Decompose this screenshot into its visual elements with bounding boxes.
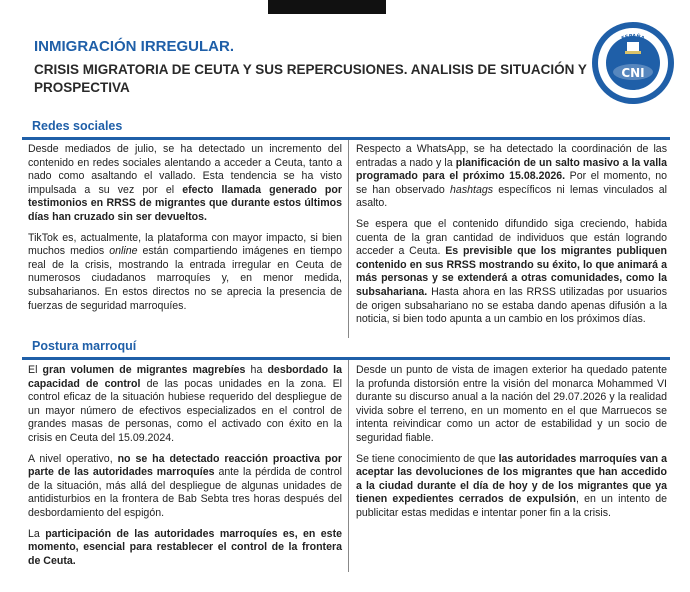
section-header-postura-marroqui (22, 339, 670, 360)
section-title-redes-sociales: Redes sociales (32, 119, 123, 133)
paragraph: A nivel operativo, no se ha detectado reacción proactiva por parte de las autoridades marroquíes ante la pérdida de control de la situación, más allá del despliegue de algunas unidades de antidisturbios en la frontera de Bab Sebta tres horas después del desbordamiento del espigón. (28, 452, 343, 519)
redes-left-column (28, 143, 342, 320)
document-subtitle-line1: CRISIS MIGRATORIA DE CEUTA Y SUS REPERCUSIONES. ANALISIS DE SITUACIÓN Y (34, 62, 587, 77)
cni-seal-logo (590, 20, 676, 106)
redes-right-column (356, 143, 667, 334)
paragraph: Desde un punto de vista de imagen exterior ha quedado patente la profunda distorsión entre la visión del monarca Mohammed VI durante su discurso anual a la nación del 29.07.2026 y la realidad vivida sobre el terreno, en un momento en el que Marruecos se intenta reivindicar como un actor de estabilidad y un socio de seguridad fiable. (356, 364, 667, 444)
paragraph: TikTok es, actualmente, la plataforma con mayor impacto, si bien muchos medios online están compartiendo imágenes en tiempo real de la crisis, mostrando la entrada irregular en Ceuta de numerosos ciudadanos marroquíes y, en menor medida, subsaharianos. En estos directos no se aprecia la presencia de fuerzas de seguridad marroquíes. (28, 231, 342, 312)
paragraph: Respecto a WhatsApp, se ha detectado la coordinación de las entradas a nado y la planificación de un salto masivo a la valla programado para el próximo 15.08.2026. Por el momento, no se han observado hashtags específicos ni lemas vinculados al asalto. (356, 143, 667, 210)
seal-center-text: CNI (621, 66, 645, 80)
paragraph: Se tiene conocimiento de que las autoridades marroquíes van a aceptar las devoluciones de los migrantes que han accedido a la ciudad durante el día de hoy y de los migrantes que ya tienen expedientes cerrados de expulsión, en un intento de publicitar estas medidas e intentar poner fin a la crisis. (356, 452, 668, 519)
column-divider (348, 140, 349, 338)
paragraph: Desde mediados de julio, se ha detectado un incremento del contenido en redes sociales alentando a acceder a Ceuta, tanto a nado como asaltando el vallado. Esta tendencia se ha visto impulsada a su vez por el efecto llamada generado por testimonios en RRSS de migrantes que durante estos últimos días han cruzado sin ser devueltos. (28, 143, 342, 223)
seal-ring-text: CENTRO NACIONAL DE INTELIGENCIA (601, 70, 665, 97)
document-title: INMIGRACIÓN IRREGULAR. (34, 38, 234, 55)
section-title-postura-marroqui: Postura marroquí (32, 339, 137, 353)
paragraph: La participación de las autoridades marroquíes es, en este momento, esencial para restablecer el control de la frontera de Ceuta. (28, 527, 342, 567)
column-divider (348, 360, 349, 572)
section-header-redes-sociales (22, 119, 670, 140)
document-subtitle (34, 61, 594, 97)
postura-right-column (356, 364, 667, 528)
paragraph: El gran volumen de migrantes magrebíes ha desbordado la capacidad de control de las pocas unidades en la zona. El control eficaz de la situación hubiese requerido del despliegue de un mayor número de efectivos especializados en el control de grandes masas de personas, como el activado con éxito en la crisis en Ceuta del 15.09.2024. (28, 364, 343, 444)
document-header (34, 38, 594, 97)
paragraph: Se espera que el contenido difundido siga creciendo, habida cuenta de la gran cantidad de individuos que están logrando acceder a Ceuta. Es previsible que los migrantes publiquen contenido en sus RRSS mostrando su éxito, lo que animará a más personas y se extenderá a otras comunidades, como la subsahariana. Hasta ahora en las RRSS utilizadas por usuarios de origen subsahariano no se estaba dando apenas difusión a la noticia, si bien todo apunta a un cambio en los próximos días. (356, 217, 668, 326)
seal-top-text: ESPAÑA (620, 33, 646, 42)
document-subtitle-line2: PROSPECTIVA (34, 80, 130, 95)
postura-left-column (28, 364, 342, 575)
crown-icon (627, 42, 639, 51)
redaction-bar (268, 0, 386, 14)
